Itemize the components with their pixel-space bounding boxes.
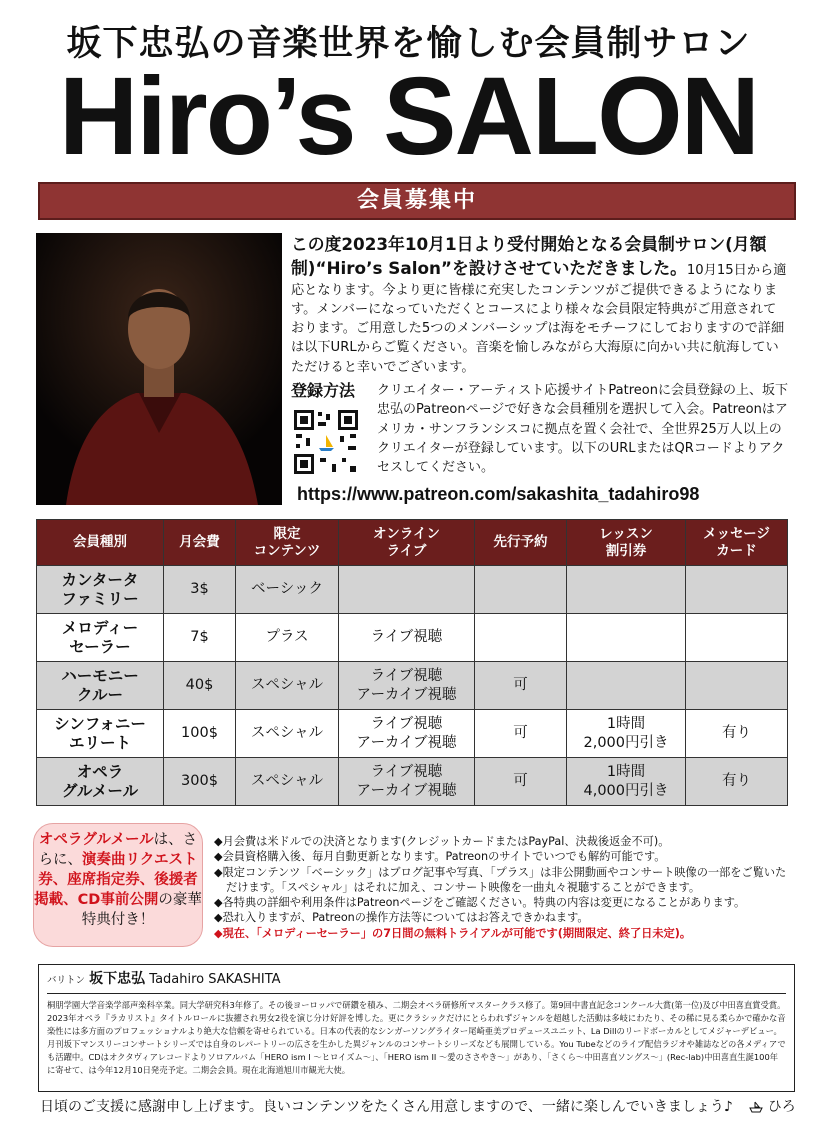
trial-highlight: ◆現在、「メロディーセーラー」の7日間の無料トライアルが可能です(期間限定、終了日未定)。 <box>214 926 692 940</box>
table-header-row <box>37 520 788 566</box>
cell <box>686 614 788 662</box>
cell: ライブ視聴 <box>339 614 475 662</box>
cell: 300$ <box>164 758 236 806</box>
col-header-lesson: レッスン 割引券 <box>567 520 686 566</box>
footer-text: 日頃のご支援に感謝申し上げます。良いコンテンツをたくさん用意しますので、一緒に楽しんでいきましょう♪ <box>40 1099 733 1115</box>
badge-suffix: の豪華特典付き！ <box>81 892 202 928</box>
cell: ハーモニー クルー <box>37 662 164 710</box>
footer-message <box>40 1097 800 1117</box>
note-item: ◆会員資格購入後、毎月自動更新となります。Patreonのサイトでいつでも解約可能です。 <box>214 850 666 864</box>
cell <box>567 614 686 662</box>
bio-role: バリトン <box>47 975 86 986</box>
col-header-type: 会員種別 <box>37 520 164 566</box>
cell: 有り <box>686 710 788 758</box>
intro-lead: この度2023年10月1日より受付開始となる会員制サロン(月額制)“Hiro’s Salon”を設けさせていただきました。 <box>291 234 767 279</box>
signature-ship-icon <box>749 1099 767 1115</box>
col-header-fee: 月会費 <box>164 520 236 566</box>
cell: 3$ <box>164 566 236 614</box>
cell <box>686 566 788 614</box>
recruiting-banner: 会員募集中 <box>38 182 796 220</box>
cell: 7$ <box>164 614 236 662</box>
opera-gourmet-badge <box>33 823 203 947</box>
cell: シンフォニー エリート <box>37 710 164 758</box>
signature: ひろ <box>767 1099 796 1115</box>
cell: 1時間 2,000円引き <box>567 710 686 758</box>
intro-body: 10月15日から適応となります。今より更に皆様に充実したコンテンツがご提供できるようになります。メンバーになっていただくとコースにより様々な会員限定特典がご用意されております。ご用意した5つのメンバーシップは海をモチーフにしておりますので詳細は以下URLからご覧ください。音楽を愉しみながら大海原に向かい共に航海していただけると幸いでございます。 <box>291 263 787 375</box>
cell: スペシャル <box>236 710 339 758</box>
cell <box>339 566 475 614</box>
cell: 有り <box>686 758 788 806</box>
table-row <box>37 758 788 806</box>
badge-connector: は、さらに、 <box>38 832 198 868</box>
col-header-preorder: 先行予約 <box>475 520 567 566</box>
cell: スペシャル <box>236 662 339 710</box>
note-item: ◆恐れ入りますが、Patreonの操作方法等についてはお答えできかねます。 <box>214 911 589 925</box>
cell: 可 <box>475 662 567 710</box>
note-item: ◆各特典の詳細や利用条件はPatreonページをご確認ください。特典の内容は変更になることがあります。 <box>214 896 746 910</box>
note-item: ◆月会費は米ドルでの決済となります(クレジットカードまたはPayPal、決裁後返金不可)。 <box>214 835 670 848</box>
biography-box <box>38 964 795 1092</box>
cell: 100$ <box>164 710 236 758</box>
table-row <box>37 566 788 614</box>
badge-tier-name: オペラグルメール <box>38 832 154 848</box>
bio-name-en: Tadahiro SAKASHITA <box>149 972 281 987</box>
registration-label: 登録方法 <box>291 381 356 400</box>
membership-table <box>36 519 788 806</box>
cell: オペラ グルメール <box>37 758 164 806</box>
intro-paragraph <box>291 232 788 377</box>
cell <box>567 662 686 710</box>
cell: カンタータ ファミリー <box>37 566 164 614</box>
table-row <box>37 662 788 710</box>
cell: プラス <box>236 614 339 662</box>
table-row <box>37 614 788 662</box>
cell: 1時間 4,000円引き <box>567 758 686 806</box>
registration-text: クリエイター・アーティスト応援サイトPatreonに会員登録の上、坂下忠弘のPatreonページで好きな会員種別を選択して入会。Patreonはアメリカ・サンフランシスコに拠点を置く会社で、全世界25万人以上のクリエイターが登録しています。以下のURLまたはQRコードよりアクセスしてください。 <box>377 383 788 476</box>
cell: ライブ視聴 アーカイブ視聴 <box>339 710 475 758</box>
cell: 40$ <box>164 662 236 710</box>
cell <box>686 662 788 710</box>
col-header-message: メッセージ カード <box>686 520 788 566</box>
cell: ライブ視聴 アーカイブ視聴 <box>339 758 475 806</box>
patreon-url-link[interactable]: https://www.patreon.com/sakashita_tadahiro98 <box>297 484 700 504</box>
badge-benefits: 演奏曲リクエスト券、座席指定券、後援者掲載、CD事前公開 <box>34 852 198 908</box>
cell: ライブ視聴 アーカイブ視聴 <box>339 662 475 710</box>
bio-header <box>47 970 786 994</box>
cell: メロディー セーラー <box>37 614 164 662</box>
page-subtitle: 坂下忠弘の音楽世界を愉しむ会員制サロン <box>66 24 751 64</box>
cell: 可 <box>475 710 567 758</box>
page-title: Hiro’s SALON <box>58 55 759 178</box>
note-item: ◆限定コンテンツ「ベーシック」はブログ記事や写真、「プラス」は非公開動画やコンサート映像の一部をご覧いただけます。「スペシャル」はそれに加え、コンサート映像を一曲丸々視聴することができます。 <box>214 865 787 894</box>
cell: 可 <box>475 758 567 806</box>
col-header-content: 限定 コンテンツ <box>236 520 339 566</box>
portrait-photo <box>36 233 282 505</box>
cell <box>567 566 686 614</box>
bio-name: 坂下忠弘 <box>89 971 146 987</box>
cell <box>475 566 567 614</box>
table-row <box>37 710 788 758</box>
bio-text: 桐朋学園大学音楽学部声楽科卒業。同大学研究科3年修了。その後ヨーロッパで研鑽を積み、二期会オペラ研修所マスタークラス修了。第9回中書直記念コンクール大賞(第一位)及び中田喜直賞受賞。2023年オペラ『ラカリスト』タイトルロールに抜擢され男女2役を演じ分け好評を博した。更にクラシックだけにとらわれずジャンルを超越した活動は多岐にわたり、その稀に見る柔らかで確かな音楽性には多方面のプロフェッショナルより絶大な信頼を寄せられている。日本の代表的なシンガーソングライター尾崎亜美プロデュースユニット、La Dillのリードボーカルとしてメジャーデビュー。月刊坂下マンスリーコンサートシリーズでは自身のレパートリーの広さを生かした異ジャンルのコンサートシリーズなども展開している。You Tubeなどのライブ配信ラジオや雑誌などの各メディアでも活躍中。CDはオクタヴィアレコードよりソロアルバム「HERO ism I ～ヒロイズム～」、「HERO ism II ～愛のささやき～」があり、「さくら～中田喜直ソングス～」(Rec-lab)中田喜直生誕100年に寄せて、は今年12月10日発売予定。二期会会員。現在北海道旭川市観光大使。 <box>47 1000 786 1075</box>
qr-code-icon[interactable] <box>292 408 360 476</box>
cell: ベーシック <box>236 566 339 614</box>
cell: スペシャル <box>236 758 339 806</box>
notes-list <box>214 834 794 941</box>
cell <box>475 614 567 662</box>
col-header-online-live: オンライン ライブ <box>339 520 475 566</box>
